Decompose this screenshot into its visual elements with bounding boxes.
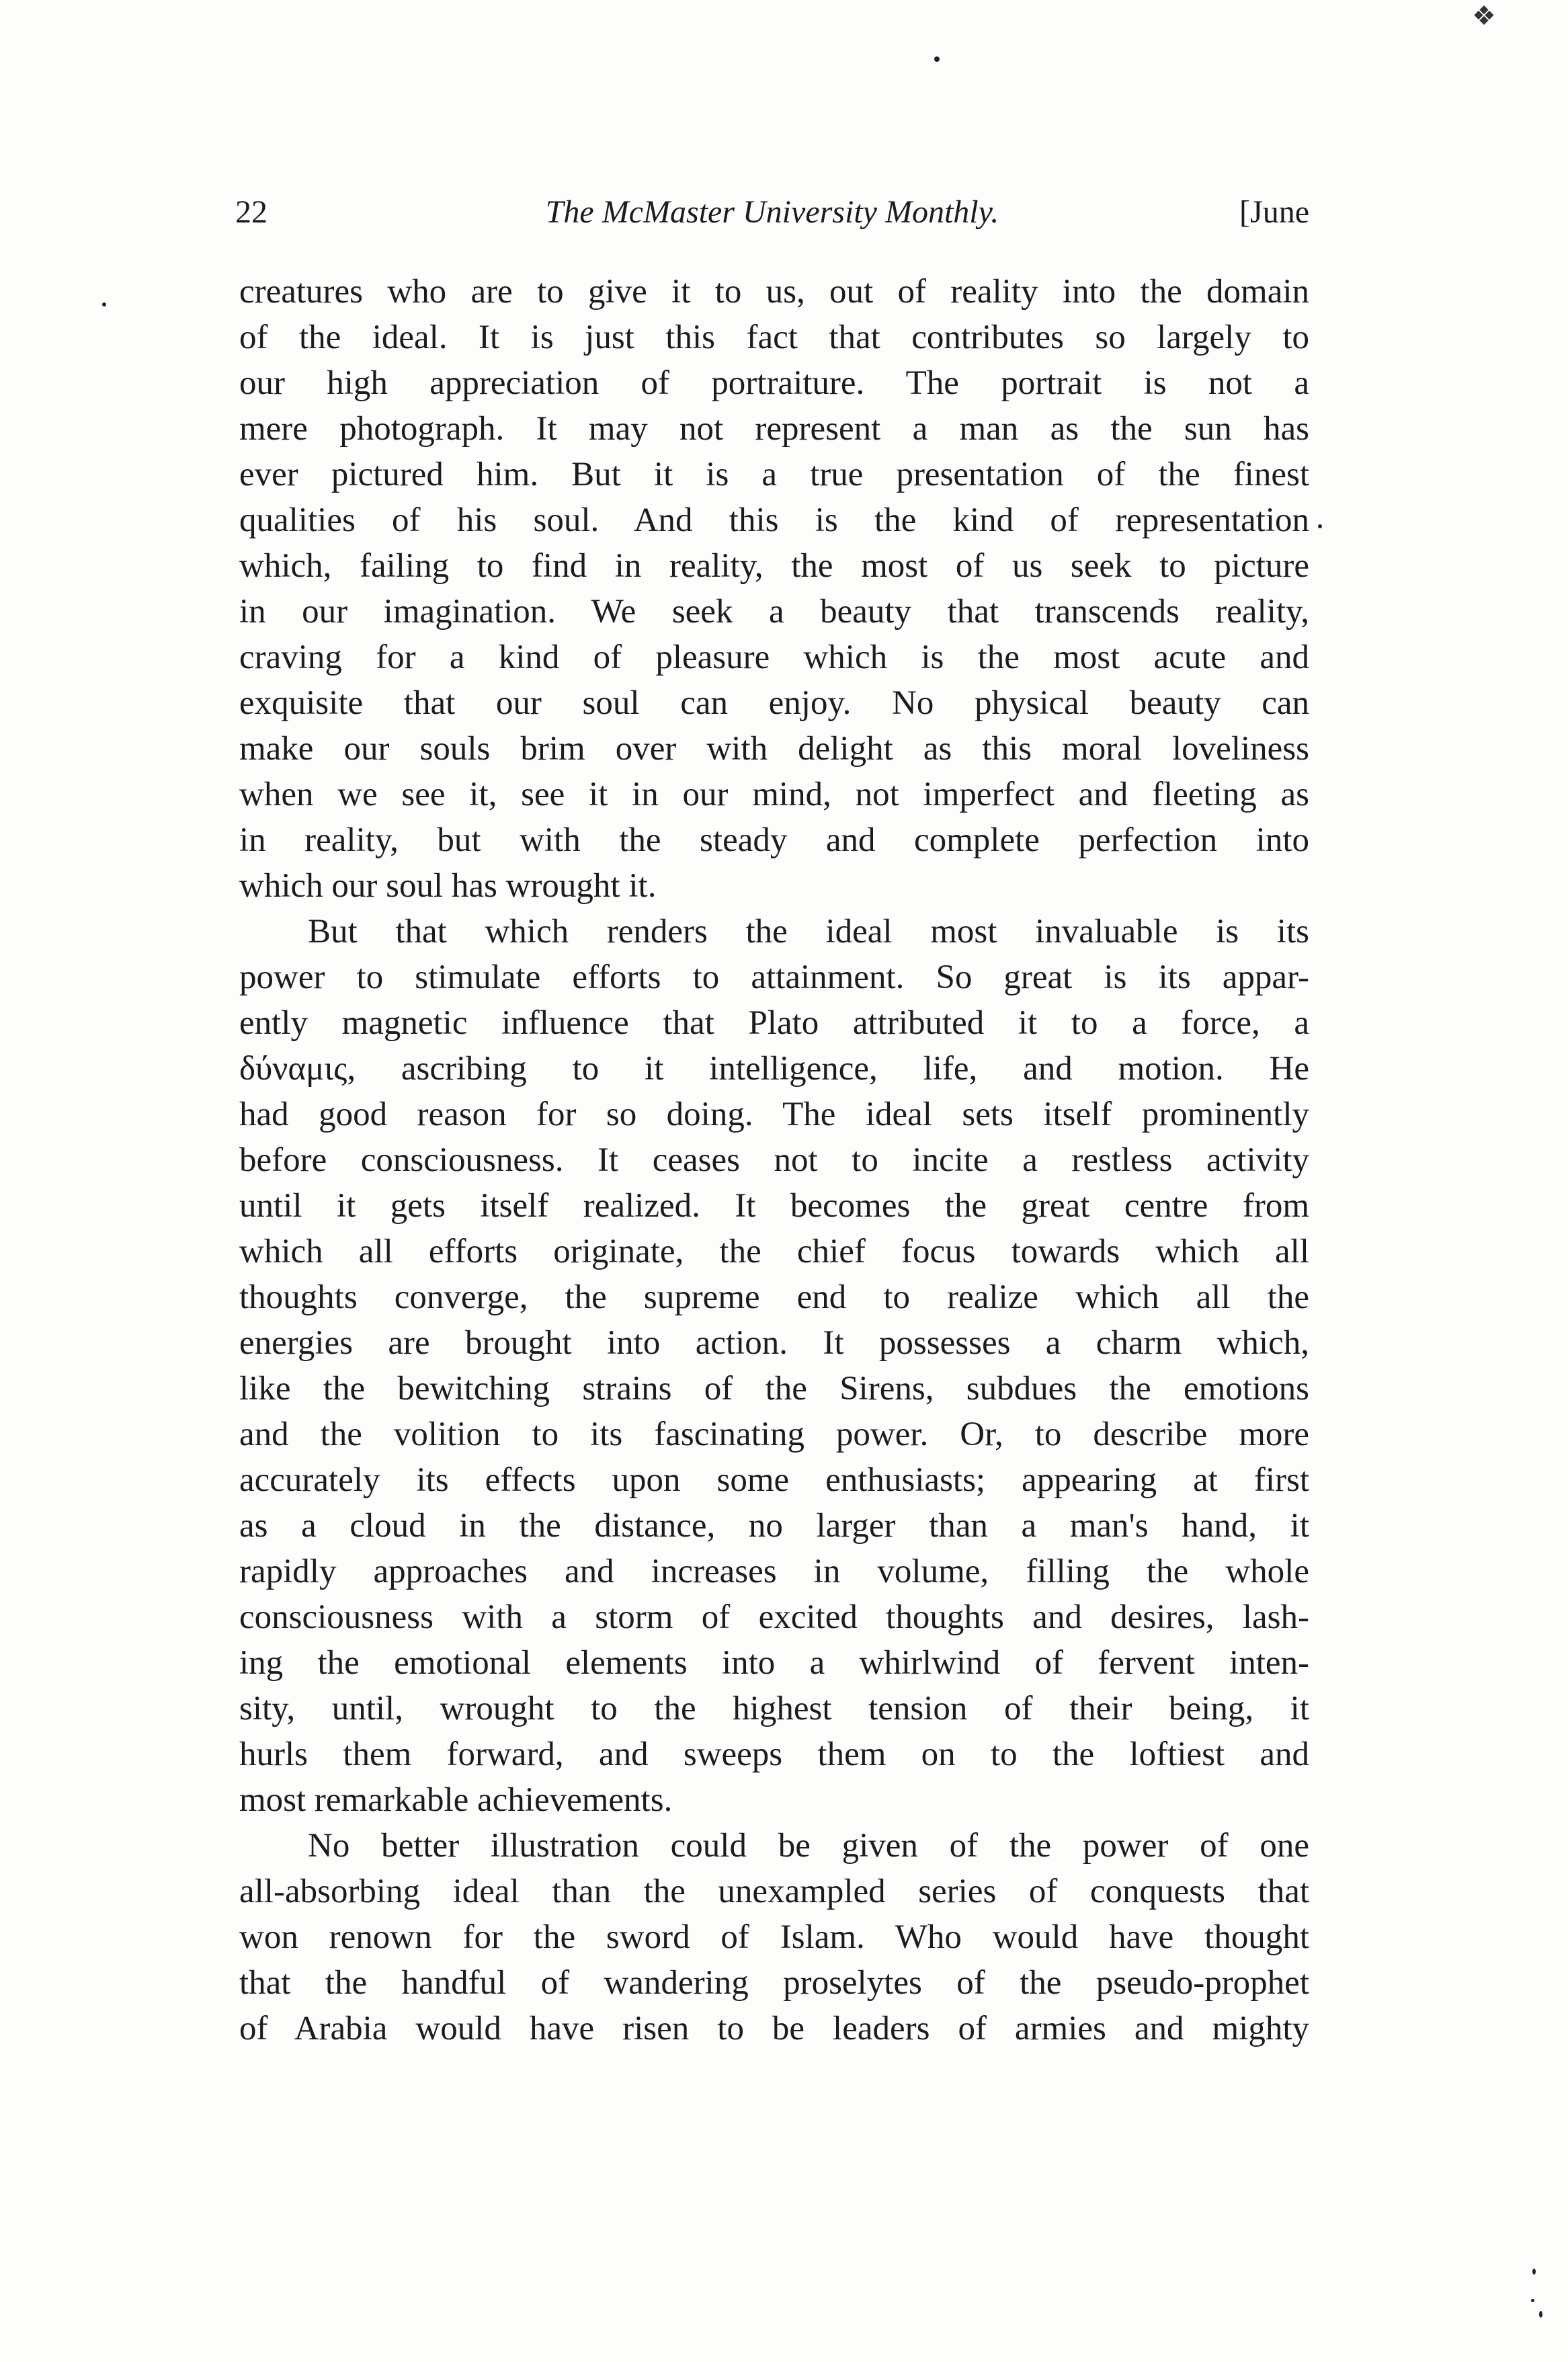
text-line: in our imagination. We seek a beauty that transcends reality, [239, 593, 1309, 630]
text-line: make our souls brim over with delight as this moral loveliness [239, 730, 1309, 768]
text-line: rapidly approaches and increases in volume, filling the whole [239, 1553, 1309, 1590]
text-line: which all efforts originate, the chief focus towards which all [239, 1233, 1309, 1270]
text-line: had good reason for so doing. The ideal sets itself prominently [239, 1096, 1309, 1133]
running-header [235, 194, 1309, 247]
scan-speck [1318, 524, 1322, 528]
scan-speck [1539, 2311, 1542, 2318]
text-line: which, failing to find in reality, the most of us seek to picture [239, 547, 1309, 585]
scan-speck [1532, 2269, 1536, 2275]
text-line: which our soul has wrought it. [239, 867, 657, 905]
page-number: 22 [235, 194, 267, 230]
text-line: of Arabia would have risen to be leaders of armies and mighty [239, 2010, 1309, 2047]
text-line: won renown for the sword of Islam. Who would have thought [239, 1918, 1309, 1956]
text-line: craving for a kind of pleasure which is the most acute and [239, 639, 1309, 676]
text-line: qualities of his soul. And this is the kind of representation [239, 501, 1309, 539]
text-line: exquisite that our soul can enjoy. No physical beauty can [239, 684, 1309, 722]
text-line: hurls them forward, and sweeps them on to the loftiest and [239, 1736, 1309, 1773]
paragraph-first-line: No better illustration could be given of the power of one [308, 1827, 1309, 1865]
text-line: ing the emotional elements into a whirlwind of fervent inten- [239, 1644, 1309, 1682]
scan-speck [1531, 2299, 1534, 2302]
text-line: before consciousness. It ceases not to incite a restless activity [239, 1141, 1309, 1179]
text-line: power to stimulate efforts to attainment. So great is its appar- [239, 959, 1309, 996]
scan-speck [934, 56, 940, 62]
text-line: in reality, but with the steady and complete perfection into [239, 821, 1309, 859]
text-line: creatures who are to give it to us, out of reality into the domain [239, 273, 1309, 311]
text-line: δύναμις, ascribing to it intelligence, life, and motion. He [239, 1050, 1309, 1088]
scan-speck [102, 302, 106, 307]
text-line: ever pictured him. But it is a true presentation of the finest [239, 456, 1309, 493]
text-line: accurately its effects upon some enthusiasts; appearing at first [239, 1461, 1309, 1499]
journal-title: The McMaster University Monthly. [545, 194, 999, 230]
text-line: of the ideal. It is just this fact that contributes so largely to [239, 319, 1309, 356]
text-line: as a cloud in the distance, no larger than a man's hand, it [239, 1507, 1309, 1545]
text-line: all-absorbing ideal than the unexampled series of conquests that [239, 1873, 1309, 1910]
paragraph-first-line: But that which renders the ideal most invaluable is its [308, 913, 1309, 950]
text-line: and the volition to its fascinating power. Or, to describe more [239, 1416, 1309, 1453]
text-line: consciousness with a storm of excited thoughts and desires, lash- [239, 1598, 1309, 1636]
text-line: ently magnetic influence that Plato attributed it to a force, a [239, 1004, 1309, 1042]
issue-month: [June [1239, 194, 1309, 230]
text-line: thoughts converge, the supreme end to realize which all the [239, 1278, 1309, 1316]
text-line: most remarkable achievements. [239, 1781, 673, 1819]
text-line: like the bewitching strains of the Sirens, subdues the emotions [239, 1370, 1309, 1408]
text-line: energies are brought into action. It possesses a charm which, [239, 1324, 1309, 1362]
text-line: our high appreciation of portraiture. The portrait is not a [239, 364, 1309, 402]
text-line: that the handful of wandering proselytes of the pseudo-prophet [239, 1964, 1309, 2002]
text-line: until it gets itself realized. It becomes the great centre from [239, 1187, 1309, 1225]
scan-artifact-icon: ❖ [1472, 1, 1496, 31]
text-line: when we see it, see it in our mind, not imperfect and fleeting as [239, 776, 1309, 813]
text-line: mere photograph. It may not represent a man as the sun has [239, 410, 1309, 448]
text-line: sity, until, wrought to the highest tension of their being, it [239, 1690, 1309, 1727]
